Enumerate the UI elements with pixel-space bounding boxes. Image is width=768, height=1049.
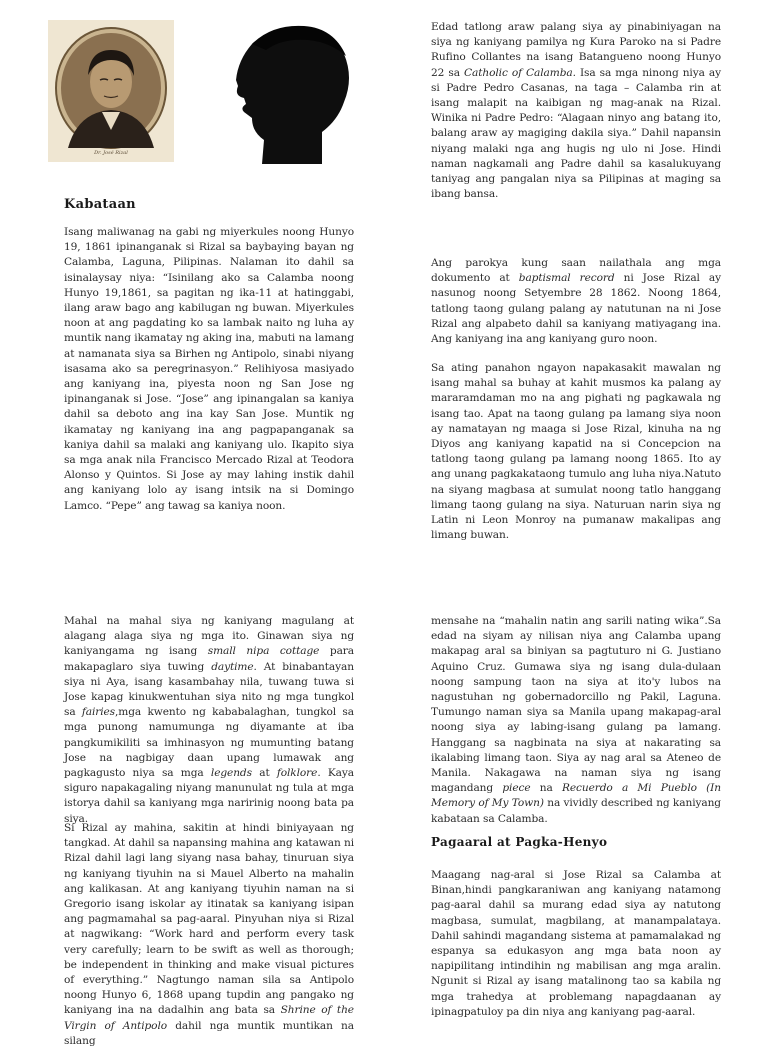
kabataan-paragraph-4: Edad tatlong araw palang siya ay pinabiniyagan na siya ng kaniyang pamilya ng Kura Paroko na si Padre Rufino Collantes na isang Batangueno noong Hunyo 22 sa Catholic of Calamba. Isa sa mga ninong niya ay si Padre Pedro Casanas, na taga – Calamba rin at isang malapit na kaibigan ng mag-anak na Rizal. Winika ni Padre Pedro: “Alagaan ninyo ang batang ito, balang araw ay magiging dakila siya.” Dahil napansin niyang malaki nga ang hugis ng ulo ni Jose. Hindi naman nagkamali ang Padre dahil sa kasalukuyang taniyag ang pangalan niya sa Pilipinas at maging sa ibang bansa. — [431, 21, 721, 201]
pagaaral-paragraph-1: Maagang nag-aral si Jose Rizal sa Calamba at Binan,hindi pangkaraniwan ang kaniyang natamong pag-aaral dahil sa murang edad siya ay natutong magbasa, sumulat, magbilang, at manampalataya. Dahil sahindi magandang sistema at pamamalakad ng espanya sa edukasyon ang mga bata noon ay napipilitang intindihin ng mabilisan ang mga aralin. Ngunit si Rizal ay isang matalinong tao sa kabila ng mga trahedya at problemang napagdaanan ay ipinagpatuloy pa din niya ang kaniyang pag-aaral. — [431, 869, 721, 1018]
kabataan-paragraph-7: mensahe na “mahalin natin ang sarili nating wika”.Sa edad na siyam ay nilisan niya ang Calamba upang makapag aral sa biniyan sa pagtuturo ni G. Justiano Aquino Cruz. Gumawa siya ng isang dula-dulaan noong sampung taon na siya at ito'y lubos na nagustuhan ng gobernadorcillo ng Pakil, Laguna. Tumungo naman siya sa Manila upang makapag-aral noong siya ay labing-isang gulang pa lamang. Hanggang sa nagbinata na siya at nakarating sa ikalabing limang taon. Siya ay nag aral sa Ateneo de Manila. Nakagawa na naman siya ng isang magandang piece na Recuerdo a Mi Pueblo (In Memory of My Town) na vividly described ng kaniyang kabataan sa Calamba. — [431, 615, 721, 825]
kabataan-paragraph-1: Isang maliwanag na gabi ng miyerkules noong Hunyo 19, 1861 ipinanganak si Rizal sa baybaying bayan ng Calamba, Laguna, Pilipinas. Nalaman ito dahil sa isinalaysay niya: “Isinilang ako sa Calamba noong Hunyo 19,1861, sa pagitan ng ika-11 at hatinggabi, ilang araw bago ang kabilugan ng buwan. Miyerkules noon at ang pagdating ko sa lambak naito ng luha ay muntik nang ikamatay ng aking ina, mabuti na lamang at namanata siya sa Birhen ng Antipolo, sinabi niyang isasama ako sa peregrinasyon.” Relihiyosa masiyado ang kaniyang ina, piyesta noon ng San Jose ng ipinanganak si Jose. “Jose” ang ipinangalan sa kaniya dahil sa deboto ang ina kay San Jose. Muntik ng ikamatay ng kaniyang ina ang pagpapanganak sa kaniya dahil sa malaki ang kaniyang ulo. Ikapito siya sa mga anak nila Francisco Mercado Rizal at Teodora Alonso y Quintos. Si Jose ay may lahing instik dahil ang kaniyang lolo ay isang intsik na si Domingo Lamco. “Pepe” ang tawag sa kaniya noon. — [64, 226, 354, 512]
kabataan-paragraph-6: Sa ating panahon ngayon napakasakit mawalan ng isang mahal sa buhay at kahit musmos ka palang ay mararamdaman mo na ang pighati ng pagkawala ng isang tao. Apat na taong gulang pa lamang siya noon ay namatayan ng maaga si Jose Rizal, kinuha na ng Diyos ang kaniyang kapatid na si Concepcion na tatlong taong gulang pa lamang noong 1865. Ito ay ang unang pagkakataong tumulo ang luha niya.Natuto na siyang magbasa at sumulat noong tatlo hanggang limang taong gulang na siya. Naturuan narin siya ng Latin ni Leon Monroy na pumanaw makalipas ang limang buwan. — [431, 362, 721, 542]
rizal-silhouette-image — [222, 20, 354, 164]
portrait-caption: Dr. José Rizal — [94, 150, 128, 156]
pagaaral-heading: Pagaaral at Pagka-Henyo — [431, 835, 608, 849]
kabataan-paragraph-2: Mahal na mahal siya ng kaniyang magulang at alagang alaga siya ng mga ito. Ginawan siya ng kaniyangama ng isang small nipa cottage para makapaglaro siya tuwing daytime. At binabantayan siya ni Aya, isang kasambahay nila, tuwang tuwa si Jose kapag kinukwentuhan siya nito ng mga tungkol sa fairies,mga kwento ng kababalaghan, tungkol sa mga punong namumunga ng diyamante at iba pangkumikiliti sa imhinasyon ng mumunting batang Jose na nagbigay daan upang lumawak ang pagkagusto niya sa mga legends at folklore. Kaya siguro napakagaling niyang manunulat ng tula at mga istorya dahil sa kaniyang mga naririnig noong bata pa siya. — [64, 615, 354, 825]
kabataan-paragraph-5: Ang parokya kung saan nailathala ang mga dokumento at baptismal record ni Jose Rizal ay nasunog noong Setyembre 28 1862. Noong 1864, tatlong taong gulang palang ay natutunan na ni Jose Rizal ang alpabeto dahil sa kaniyang matiyagang ina. Ang kaniyang ina ang kaniyang guro noon. — [431, 257, 721, 346]
rizal-portrait-image — [48, 20, 174, 162]
kabataan-heading: Kabataan — [64, 197, 136, 212]
kabataan-paragraph-3: Si Rizal ay mahina, sakitin at hindi biniyayaan ng tangkad. At dahil sa napansing mahina ang katawan ni Rizal dahil lagi lang siyang nasa bahay, tinuruan siya ng kaniyang tiyuhin na si Mauel Alberto na mahalin ang kalikasan. At ang kaniyang tiyuhin naman na si Gregorio isang iskolar ay itinatak sa kaniyang isipan ang pagmamahal sa pag-aaral. Pinyuhan niya si Rizal at nagwikang: “Work hard and perform every task very carefully; learn to be swift as well as thorough; be independent in thinking and make visual pictures of everything.” Nagtungo naman sila sa Antipolo noong Hunyo 6, 1868 upang tupdin ang pangako ng kaniyang ina na dadalhin ang bata sa Shrine of the Virgin of Antipolo dahil nga muntik muntikan na silang — [64, 822, 354, 1047]
